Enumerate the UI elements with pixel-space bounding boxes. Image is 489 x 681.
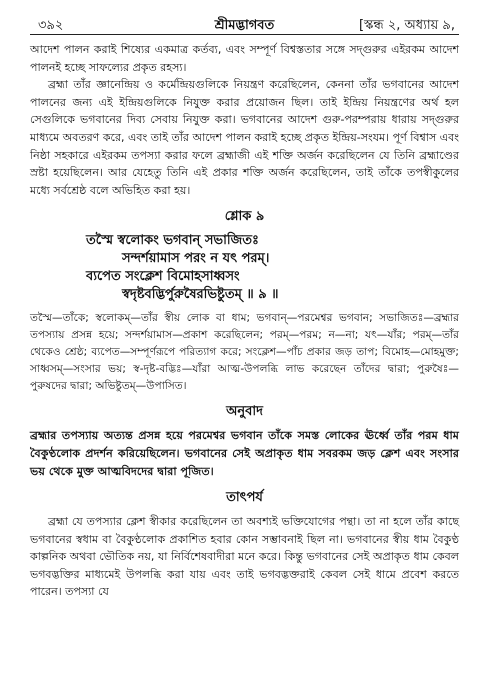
intro-text bbox=[30, 41, 459, 199]
verse-line: তস্মৈ স্বলোকং ভগবান্ সভাজিতঃ bbox=[86, 233, 259, 249]
verse-line: ব্যপেত সংক্লেশ বিমোহসাধ্বসং bbox=[86, 269, 240, 285]
intro-paragraph: ব্রহ্মা তাঁর জ্ঞানেন্দ্রিয় ও কর্মেন্দ্রিয়গুলিকে নিয়ন্ত্রণ করেছিলেন, কেননা তাঁর ভগবানের আদেশ পালনের জন্য এই ইন্দ্রিয়গুলিকে নিযুক্ত করার প্রয়োজন ছিল। তাই ইন্দ্রিয় নিয়ন্ত্রণের অর্থ হল সেগুলিকে ভগবানের দিব্য সেবায় নিযুক্ত করা। ভগবানের আদেশ গুরু-পরম্পরায় ধারায় সদ্‌গুরুর মাধ্যমে অবতরণ করে, এবং তাই তাঁর আদেশ পালন করাই হচ্ছে প্রকৃত ইন্দ্রিয়-সংযম। পূর্ণ বিশ্বাস এবং নিষ্ঠা সহকারে এইরকম তপস্যা করার ফলে ব্রহ্মাজী এই শক্তি অর্জন করেছিলেন যে তিনি ব্রহ্মাণ্ডের স্রষ্টা হয়েছিলেন। আর যেহেতু তিনি এই প্রকার শক্তি অর্জন করেছিলেন, তাই তাঁকে তপস্বীকুলের মধ্যে সর্বশ্রেষ্ঠ বলে অভিহিত করা হয়। bbox=[30, 78, 459, 197]
purport-paragraph: ব্রহ্মা যে তপস্যার ক্লেশ স্বীকার করেছিলেন তা অবশ্যই ভক্তিযোগের পন্থা। তা না হলে তাঁর কাছে ভগবানের স্বধাম বা বৈকুণ্ঠলোক প্রকাশিত হবার কোন সম্ভাবনাই ছিল না। ভগবানের স্বীয় ধাম বৈকুণ্ঠ কাল্পনিক অথবা ভৌতিক নয়, যা নির্বিশেষবাদীরা মনে করে। কিন্তু ভগবানের সেই অপ্রাকৃত ধাম কেবল ভগবদ্ভক্তির মাধ্যমেই উপলব্ধি করা যায় এবং তাই ভগবদ্ভক্তরাই কেবল সেই ধামে প্রবেশ করতে পারেন। তপস্যা যে bbox=[30, 515, 459, 599]
verse-line: স্বদৃষ্টবদ্ভির্পুরুষৈরভিষ্টুতম্ ॥ ৯ ॥ bbox=[122, 287, 279, 303]
sanskrit-verse bbox=[30, 232, 459, 304]
purport-heading: তাৎপর্য bbox=[226, 490, 263, 506]
verse-heading: শ্লোক ৯ bbox=[224, 209, 265, 225]
translation-text: ব্রহ্মার তপস্যায় অত্যন্ত প্রসন্ন হয়ে পরমেশ্বর ভগবান তাঁকে সমস্ত লোকের ঊর্ধ্বে তাঁর পরম ধাম বৈকুণ্ঠলোক প্রদর্শন করিয়েছিলেন। ভগবানের সেই অপ্রাকৃত ধাম সবরকম জড় ক্লেশ এবং সংসার ভয় থেকে মুক্ত আত্মবিদদের দ্বারা পূজিত। bbox=[30, 429, 459, 478]
book-title: শ্রীমদ্ভাগবত bbox=[214, 18, 275, 33]
purport-text bbox=[30, 513, 459, 601]
verse-line: সন্দর্শয়ামাস পরং ন যৎ পরম্। bbox=[122, 251, 270, 267]
page-number: ৩৯২ bbox=[38, 18, 64, 33]
word-synonyms: তস্মৈ—তাঁকে; স্বলোকম্—তাঁর স্বীয় লোক বা ধাম; ভগবান্—পরমেশ্বর ভগবান; সভাজিতঃ—ব্রহ্মার তপস্যায় প্রসন্ন হয়ে; সন্দর্শয়ামাস—প্রকাশ করেছিলেন; পরম্—পরম; ন—না; যৎ—যাঁর; পরম্—তাঁর থেকেও শ্রেষ্ঠ; ব্যপেত—সম্পূর্ণরূপে পরিত্যাগ করে; সংক্লেশ—পাঁচ প্রকার জড় তাপ; বিমোহ—মোহমুক্ত; সাধ্বসম্—সংসার ভয়; স্ব-দৃষ্ট-বদ্ভিঃ—যাঁরা আত্ম-উপলব্ধি লাভ করেছেন তাঁদের দ্বারা; পুরুষৈঃ—পুরুষদের দ্বারা; অভিষ্টুতম্—উপাসিত। bbox=[30, 312, 459, 392]
section-reference: [স্কন্ধ ২, অধ্যায় ৯, bbox=[358, 18, 455, 33]
intro-paragraph: আদেশ পালন করাই শিষ্যের একমাত্র কর্তব্য, এবং সম্পূর্ণ বিশ্বস্ততার সঙ্গে সদ্‌গুরুর এইরকম আদেশ পালনই হচ্ছে সাফল্যের প্রকৃত রহস্য। bbox=[30, 43, 459, 74]
translation-heading: অনুবাদ bbox=[226, 404, 263, 420]
page-header bbox=[30, 12, 459, 35]
